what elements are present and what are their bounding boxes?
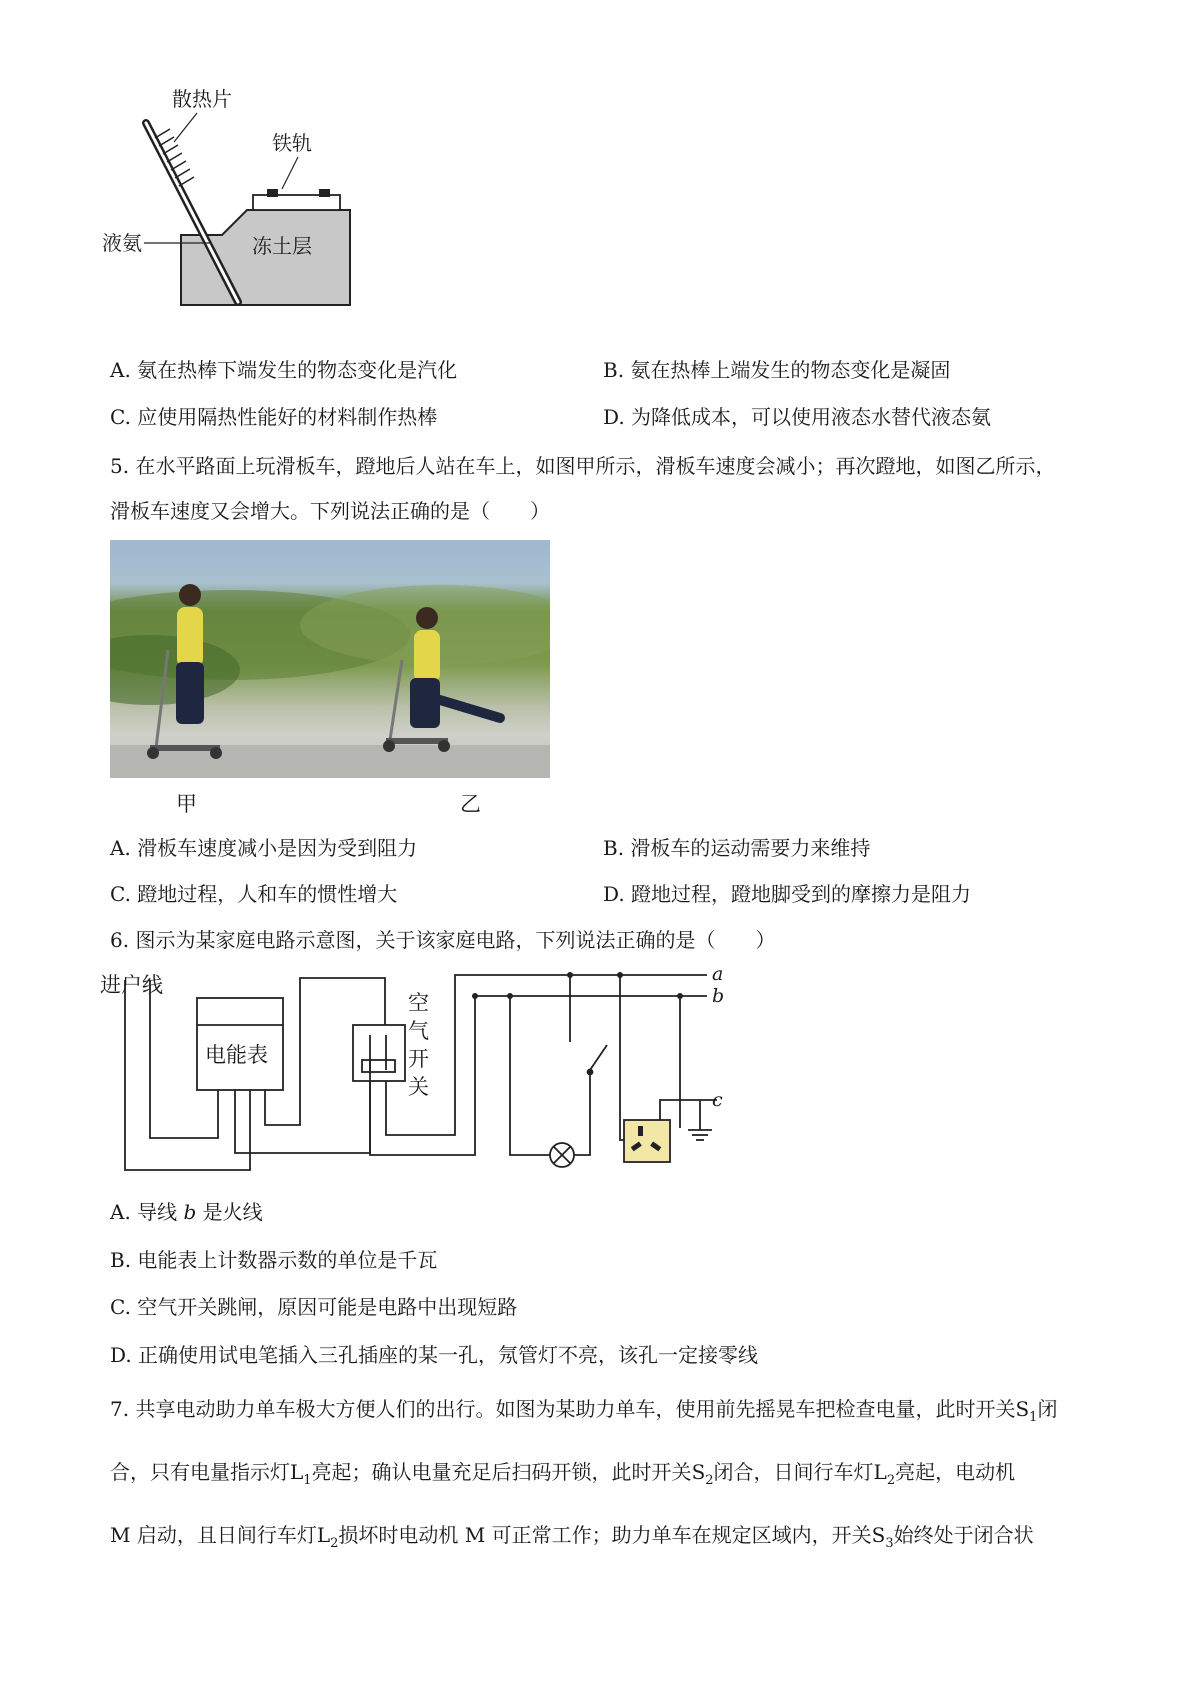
rail-leader [282,157,298,189]
q6-option-c: C. 空气开关跳闸，原因可能是电路中出现短路 [110,1295,518,1319]
q4-option-a: A. 氨在热棒下端发生的物态变化是汽化 [110,358,458,382]
fins-leader [174,113,197,142]
lamp-l2: L [873,1460,887,1484]
ammonia-label: 液氨 [102,231,142,255]
photo-label-jia: 甲 [176,792,197,816]
q6-option-a-var: b [183,1200,197,1224]
rail-base [253,195,340,210]
q6-option-d: D. 正确使用试电笔插入三孔插座的某一孔，氖管灯不亮，该孔一定接零线 [110,1343,759,1367]
air-switch-label-1: 空 [408,991,429,1015]
q5-option-a: A. 滑板车速度减小是因为受到阻力 [110,836,418,860]
air-switch-label-2: 气 [408,1019,429,1043]
q5-stem-line-1: 5. 在水平路面上玩滑板车，蹬地后人站在车上，如图甲所示，滑板车速度会减小；再次蹬地，如图乙所示， [110,454,1056,478]
switch-s3: S [871,1523,886,1547]
photo-label-yi: 乙 [460,792,481,816]
lamp-l1: L [290,1460,304,1484]
household-circuit-diagram [100,960,800,1180]
q5-option-b: B. 滑板车的运动需要力来维持 [603,836,871,860]
wire-a-label: a [712,963,724,985]
wire-b-label: b [712,985,725,1007]
soil-label: 冻土层 [252,234,312,258]
q7-line-1-pre: 7. 共享电动助力单车极大方便人们的出行。如图为某助力单车，使用前先摇晃车把检查电量，此时开关 [110,1397,1016,1421]
q7-line-3 [110,1521,1034,1553]
q7-line-1 [110,1395,1057,1427]
switch-s2: S [691,1460,706,1484]
scooter-scene [110,540,550,778]
q5-stem-line-2: 滑板车速度又会增大。下列说法正确的是（ ） [110,499,550,523]
q6-stem: 6. 图示为某家庭电路示意图，关于该家庭电路，下列说法正确的是（ ） [110,928,776,952]
q4-option-c: C. 应使用隔热性能好的材料制作热棒 [110,405,438,429]
scooter-photo [110,540,550,778]
q7-line-2-mid1: 亮起；确认电量充足后扫码开锁，此时开关 [311,1460,692,1484]
q6-option-b: B. 电能表上计数器示数的单位是千瓦 [110,1248,438,1272]
q7-line-2-mid2: 闭合，日间行车灯 [713,1460,874,1484]
air-switch-label-3: 开 [408,1047,429,1071]
q7-line-2-pre: 合，只有电量指示灯 [110,1460,290,1484]
q7-line-2 [110,1458,1015,1490]
lamp-l1-sub: 1 [303,1473,312,1488]
q4-option-d: D. 为降低成本，可以使用液态水替代液态氨 [603,405,992,429]
q6-option-a-pre: A. 导线 [110,1200,184,1224]
air-switch-label-4: 关 [408,1075,429,1099]
q7-line-3-mid: 损坏时电动机 M 可正常工作；助力单车在规定区域内，开关 [338,1523,872,1547]
switch-s3-sub: 3 [885,1536,894,1551]
switch-s1-sub: 1 [1029,1410,1038,1425]
q7-line-3-pre: M 启动，且日间行车灯 [110,1523,317,1547]
q6-option-a [110,1198,263,1226]
wire-c-label: c [712,1089,723,1111]
fins-label: 散热片 [172,87,232,111]
q5-option-c: C. 蹬地过程，人和车的惯性增大 [110,882,398,906]
q7-line-2-post: 亮起，电动机 [895,1460,1016,1484]
q4-option-b: B. 氨在热棒上端发生的物态变化是凝固 [603,358,951,382]
q6-option-a-post: 是火线 [196,1200,263,1224]
switch-s2-sub: 2 [705,1473,714,1488]
q7-line-3-post: 始终处于闭合状 [893,1523,1034,1547]
lamp-l2-again-sub: 2 [330,1536,339,1551]
q5-option-d: D. 蹬地过程，蹬地脚受到的摩擦力是阻力 [603,882,972,906]
lamp-l2-sub: 2 [886,1473,896,1488]
three-pin-socket [624,1120,670,1162]
q7-line-1-post: 闭 [1037,1397,1058,1421]
service-line-label: 进户线 [100,973,163,997]
heat-rod-figure [100,85,360,350]
rail-left [267,189,278,197]
rail-right [319,189,330,197]
lamp-switch [590,1045,607,1070]
switch-s1: S [1015,1397,1030,1421]
lamp-l2-again: L [316,1523,331,1547]
meter-label: 电能表 [205,1043,268,1067]
rail-label: 铁轨 [272,131,312,155]
